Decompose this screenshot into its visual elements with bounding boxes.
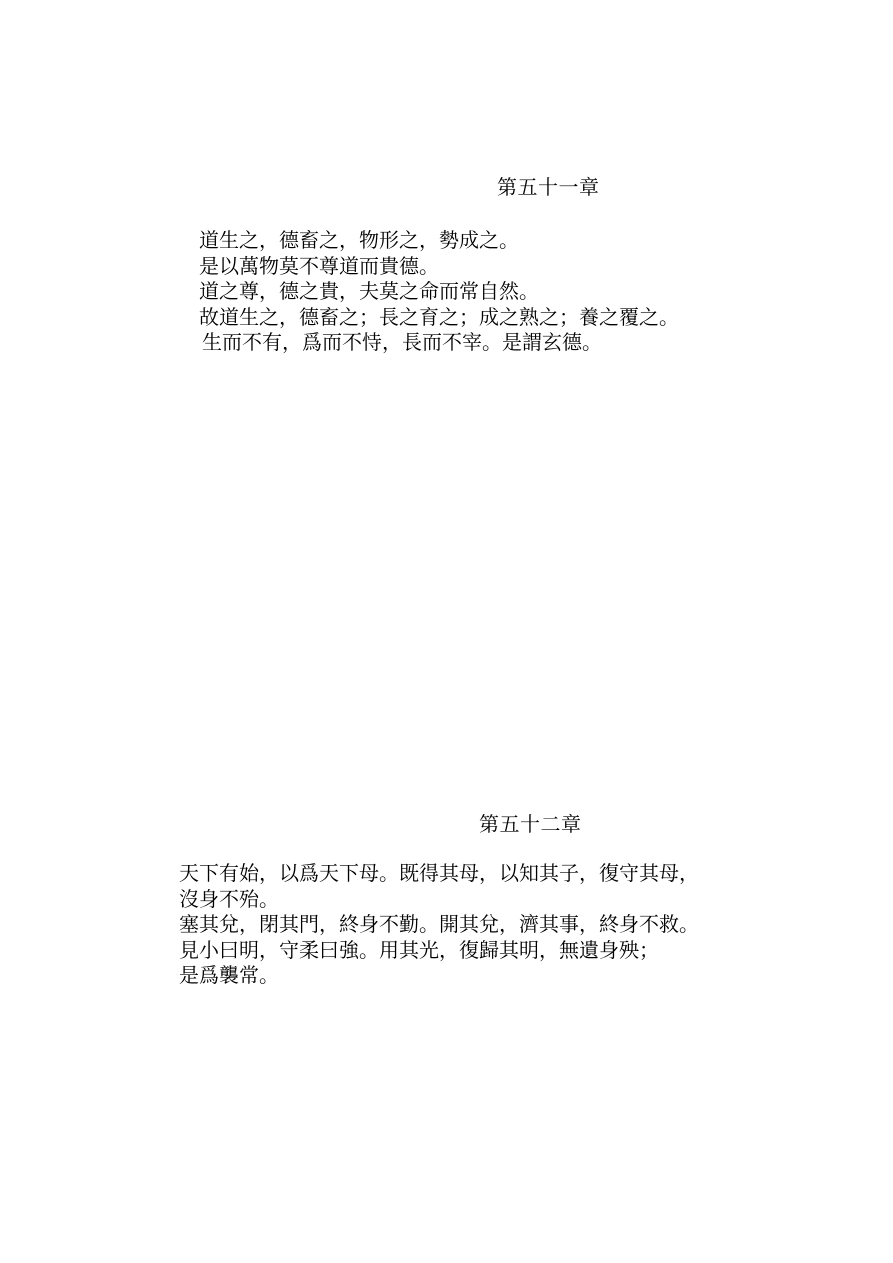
text-line: 天下有始，以爲天下母。既得其母，以知其子，復守其母， [179, 861, 699, 885]
chapter-title: 第五十二章 [479, 812, 582, 836]
chapter-body [199, 228, 679, 356]
text-line: 是爲襲常。 [179, 963, 279, 988]
text-line: 是以萬物莫不尊道而貴德。 [199, 253, 439, 278]
text-line: 道之尊，德之貴，夫莫之命而常自然。 [199, 279, 539, 304]
text-line: 沒身不殆。 [179, 886, 279, 911]
text-line: 見小曰明，守柔曰強。用其光，復歸其明，無遺身殃； [179, 937, 659, 962]
text-line: 生而不有，爲而不恃，長而不宰。是謂玄德。 [202, 330, 602, 355]
text-line: 故道生之，德畜之；長之育之；成之熟之；養之覆之。 [199, 304, 679, 329]
text-line: 塞其兌，閉其門，終身不勤。開其兌，濟其事，終身不救。 [179, 912, 699, 937]
chapter-body [179, 861, 699, 989]
text-line: 道生之，德畜之，物形之，勢成之。 [199, 228, 519, 252]
chapter-title: 第五十一章 [497, 175, 600, 199]
